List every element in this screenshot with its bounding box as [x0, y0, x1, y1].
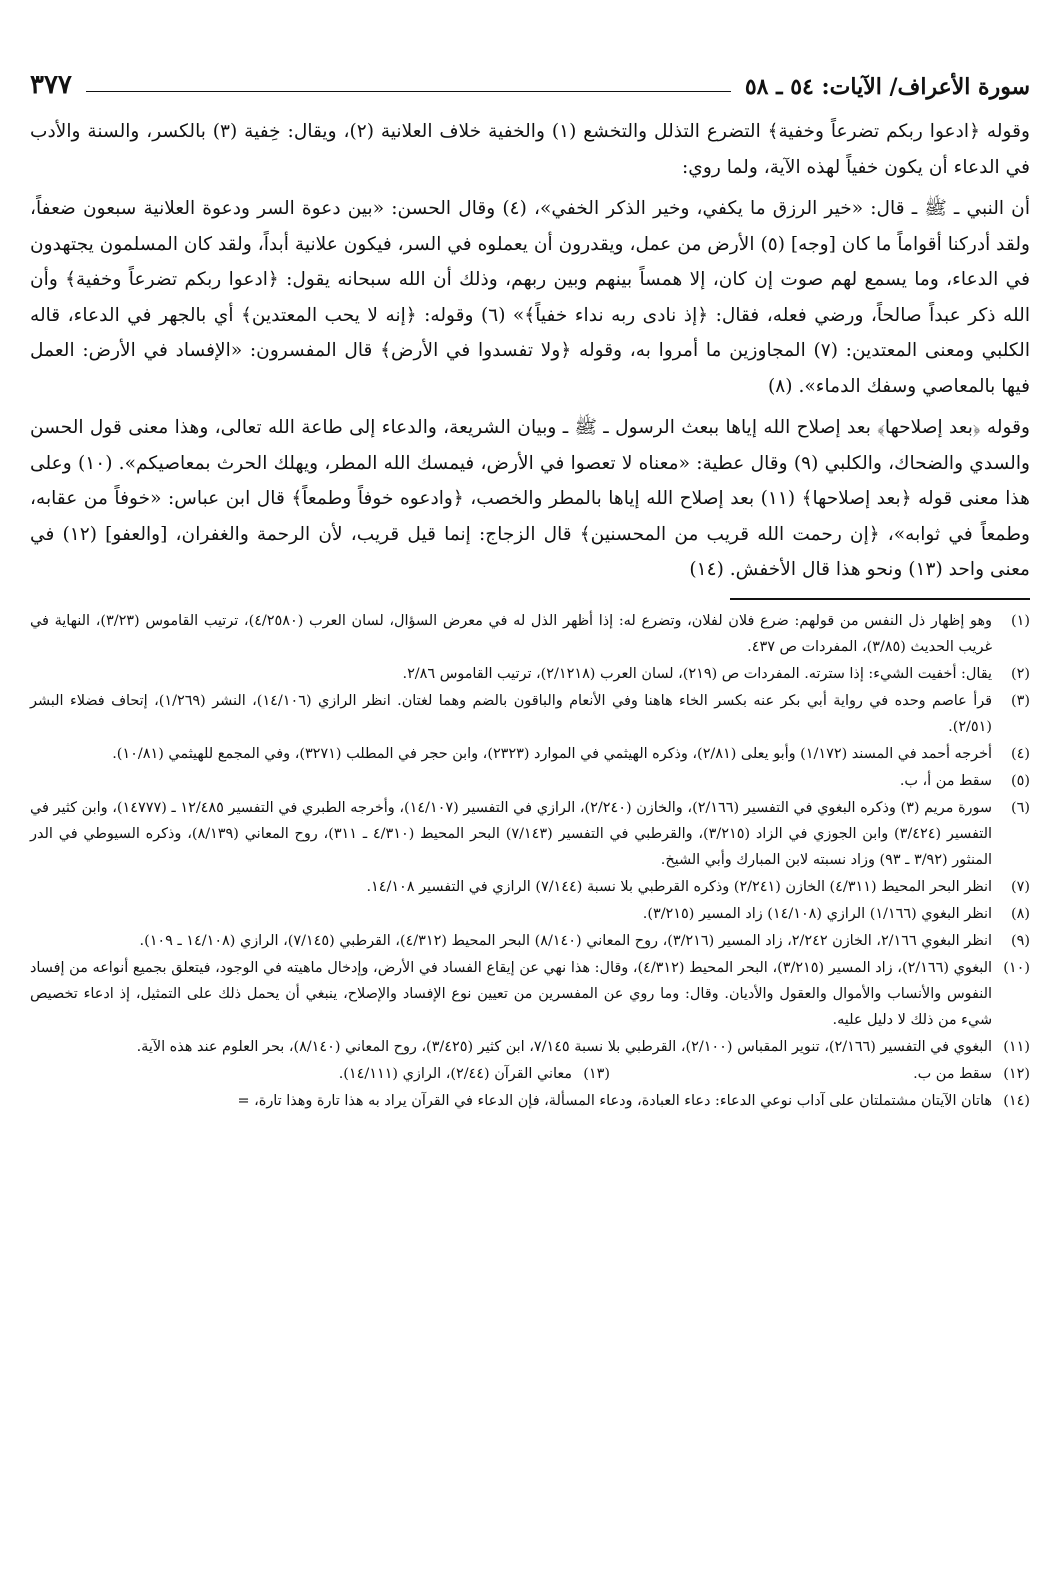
footnote [30, 955, 1030, 1033]
footnote-number: (١٢) [1003, 1065, 1030, 1082]
book-page [30, 60, 1030, 1560]
footnote-text: انظر البغوي ٢/١٦٦، الخازن ٢/٢٤٢، زاد المسير (٣/٢١٦)، روح المعاني (٨/١٤٠) البحر المحيط (٤/٣١٢)، القرطبي (٧/١٤٥)، الرازي (١٤/١٠٨ ـ ١٠٩). [139, 932, 992, 949]
page-number: ٣٧٧ [30, 70, 72, 100]
footnote-text: انظر البغوي (١/١٦٦) الرازي (١٤/١٠٨) زاد المسير (٣/٢١٥). [642, 905, 992, 922]
footnote-number: (٤) [1011, 745, 1030, 762]
footnotes [30, 608, 1030, 1114]
footnote-text: هاتان الآيتان مشتملتان على آداب نوعي الدعاء: دعاء العبادة، ودعاء المسألة، فإن الدعاء في القرآن يراد به هذا تارة وهذا تارة، = [237, 1092, 992, 1109]
footnote-text: البغوي في التفسير (٢/١٦٦)، تنوير المقباس (٢/١٠٠)، القرطبي بلا نسبة ٧/١٤٥، ابن كثير (٣/٤٢٥)، روح المعاني (٨/١٤٠)، بحر العلوم عند هذه الآية. [136, 1038, 992, 1055]
footnote [30, 901, 1030, 927]
footnote-text: سقط من أ، ب. [899, 772, 992, 789]
footnote-number: (١١) [1003, 1038, 1030, 1055]
footnote [30, 741, 1030, 767]
paragraph: أن النبي ـ ﷺ ـ قال: «خير الرزق ما يكفي، وخير الذكر الخفي»، (٤) وقال الحسن: «بين دعوة السر ودعوة العلانية سبعون ضعفاً، ولقد أدركنا أقواماً ما كان [وجه] (٥) الأرض من عمل، ويقدرون أن يعملوه في السر، فيكون علانية أبداً، ولقد كان المسلمون يجتهدون في الدعاء، وما يسمع لهم صوت إن كان، إلا همساً بينهم وبين ربهم، وذلك أن الله سبحانه يقول: ﴿ادعوا ربكم تضرعاً وخفية﴾ وأن الله ذكر عبداً صالحاً، ورضي فعله، فقال: ﴿إذ نادى ربه نداء خفياً﴾» (٦) وقوله: ﴿إنه لا يحب المعتدين﴾ أي بالجهر في الدعاء، قاله الكلبي ومعنى المعتدين: (٧) المجاوزين ما أمروا به، وقوله ﴿ولا تفسدوا في الأرض﴾ قال المفسرون: «الإفساد في الأرض: العمل فيها بالمعاصي وسفك الدماء». (٨) [30, 198, 1030, 397]
paragraph: وقوله ﴿ادعوا ربكم تضرعاً وخفية﴾ التضرع التذلل والتخشع (١) والخفية خلاف العلانية (٢)، ويقال: خِفية (٣) بالكسر، والسنة والأدب في الدعاء أن يكون خفياً لهذه الآية، ولما روي: [30, 121, 1030, 178]
footnote-text: معاني القرآن (٢/٤٤)، الرازي (١٤/١١١). [338, 1065, 572, 1082]
footnote-separator [730, 598, 1030, 600]
footnote-number: (٧) [1011, 878, 1030, 895]
footnote [30, 608, 1030, 660]
footnote-pair [30, 1061, 1030, 1088]
footnote-text: وهو إظهار ذل النفس من قولهم: ضرع فلان لفلان، وتضرع له: إذا أظهر الذل له في معرض السؤال، لسان العرب (٤/٢٥٨٠)، ترتيب القاموس (٣/٢٣)، النهاية في غريب الحديث (٣/٨٥)، المفردات ص ٤٣٧. [30, 612, 992, 655]
main-text [30, 114, 1030, 588]
footnote-text: سورة مريم (٣) وذكره البغوي في التفسير (٢/١٦٦)، والخازن (٢/٢٤٠)، الرازي في التفسير (١٤/١٠٧)، وأخرجه الطبري في التفسير ١٢/٤٨٥ ـ (١٤٧٧٧)، وابن كثير في التفسير (٣/٤٢٤) وابن الجوزي في الزاد (٣/٢١٥)، والقرطبي في التفسير (٧/١٤٣) البحر المحيط (٤/٣١٠ ـ ٣١١)، روح المعاني (٨/١٣٩)، وذكره السيوطي في الدر المنثور (٣/٩٢ ـ ٩٣) وزاد نسبته لابن المبارك وأبي الشيخ. [30, 799, 993, 868]
footnote-text: البغوي (٢/١٦٦)، زاد المسير (٣/٢١٥)، البحر المحيط (٤/٣١٢)، وقال: هذا نهي عن إيقاع الفساد في الأرض، وإدخال ماهيته في الوجود، فيتعلق بجميع أنواعه من إفساد النفوس والأنساب والأموال والعقول والأديان. وقال: وما روي عن المفسرين من تعيين نوع الإفساد والإصلاح، ينبغي أن يحمل ذلك على التمثيل، إذ ادعاء تخصيص شيء من ذلك لا دليل عليه. [30, 959, 992, 1028]
footnote-number: (١٠) [1003, 959, 1030, 976]
footnote-number: (١٣) [583, 1065, 610, 1082]
footnote-text: يقال: أخفيت الشيء: إذا سترته. المفردات ص (٢١٩)، لسان العرب (٢/١٢١٨)، ترتيب القاموس ٢/٨٦. [402, 665, 992, 682]
footnote-number: (١٤) [1003, 1092, 1030, 1109]
footnote-text: أخرجه أحمد في المسند (١/١٧٢) وأبو يعلى (٢/٨١)، وذكره الهيثمي في الموارد (٢٣٢٣)، وابن حجر في المطلب (٣٢٧١)، وفي المجمع للهيثمي (١٠/٨١). [112, 745, 992, 762]
footnote [30, 928, 1030, 954]
footnote-number: (٢) [1011, 665, 1030, 682]
footnote [30, 874, 1030, 900]
footnote [30, 768, 1030, 794]
paragraph: وقوله ﴿بعد إصلاحها﴾ بعد إصلاح الله إياها ببعث الرسول ـ ﷺ ـ وبيان الشريعة، والدعاء إلى طاعة الله تعالى، وهذا معنى قول الحسن والسدي والضحاك، والكلبي (٩) وقال عطية: «معناه لا تعصوا في الأرض، فيمسك الله المطر، ويهلك الحرث بمعاصيكم». (١٠) وعلى هذا معنى قوله ﴿بعد إصلاحها﴾ (١١) بعد إصلاح الله إياها بالمطر والخصب، ﴿وادعوه خوفاً وطمعاً﴾ قال ابن عباس: «خوفاً من عقابه، وطمعاً في ثوابه»، ﴿إن رحمت الله قريب من المحسنين﴾ قال الزجاج: إنما قيل قريب، لأن الرحمة والغفران، [والعفو] (١٢) في معنى واحد (١٣) ونحو هذا قال الأخفش. (١٤) [30, 417, 1030, 580]
footnote-number: (٦) [1011, 799, 1030, 816]
footnote [30, 795, 1030, 873]
footnote [610, 1061, 1030, 1087]
footnote [30, 688, 1030, 740]
footnote-number: (٩) [1011, 932, 1030, 949]
footnote [30, 1061, 610, 1087]
footnote [30, 661, 1030, 687]
footnote-number: (٨) [1011, 905, 1030, 922]
footnote-text: سقط من ب. [913, 1065, 992, 1082]
running-header [30, 60, 1030, 100]
header-rule [86, 91, 731, 92]
footnote-text: انظر البحر المحيط (٤/٣١١) الخازن (٢/٢٤١) وذكره القرطبي بلا نسبة (٧/١٤٤) الرازي في التفسير ١٤/١٠٨. [366, 878, 992, 895]
footnote [30, 1034, 1030, 1060]
footnote-number: (٣) [1011, 692, 1030, 709]
footnote [30, 1088, 1030, 1114]
footnote-number: (٥) [1011, 772, 1030, 789]
footnote-text: قرأ عاصم وحده في رواية أبي بكر عنه بكسر الخاء هاهنا وفي الأنعام والباقون بالضم وهما لغتان. انظر الرازي (١٤/١٠٦)، النشر (١/٢٦٩)، إتحاف فضلاء البشر (٢/٥١). [30, 692, 993, 735]
surah-title: سورة الأعراف/ الآيات: ٥٤ ـ ٥٨ [744, 74, 1030, 100]
footnote-number: (١) [1011, 612, 1030, 629]
